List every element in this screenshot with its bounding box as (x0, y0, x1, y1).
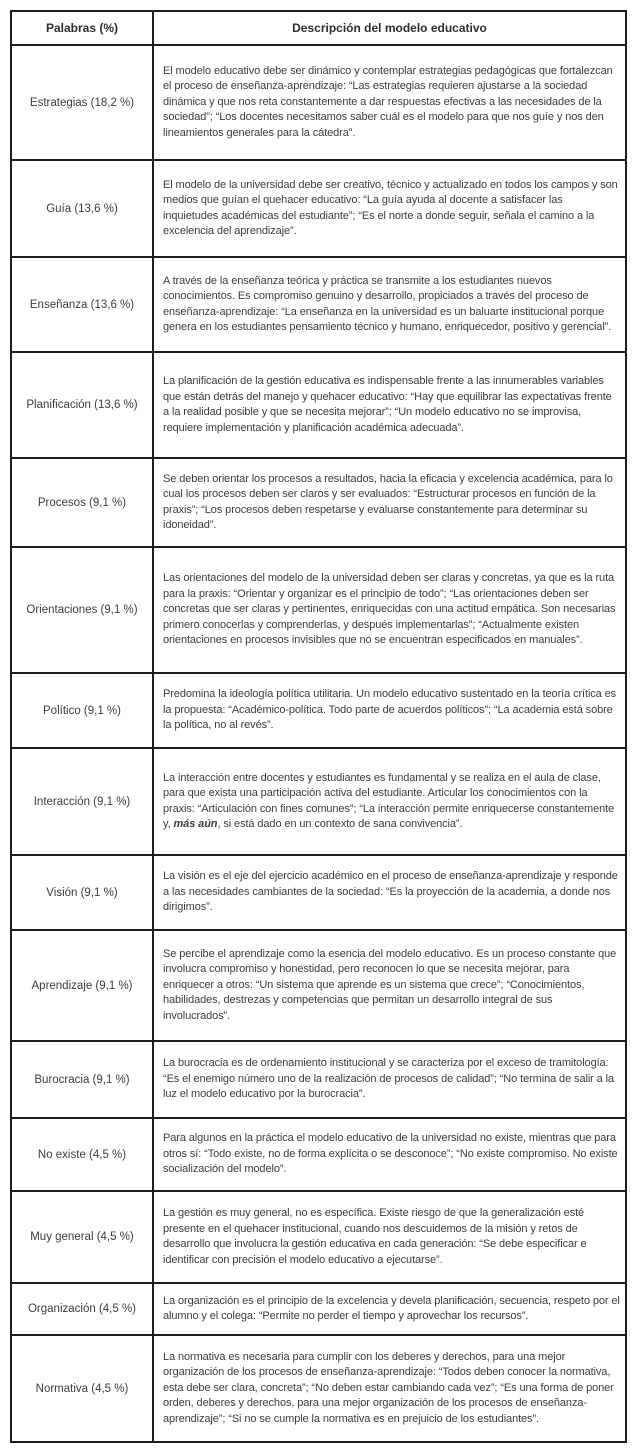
description-cell (153, 1191, 626, 1283)
table-row (11, 1118, 626, 1191)
word-cell: Procesos (9,1 %) (11, 458, 153, 547)
table-row (11, 855, 626, 930)
word-cell: Guía (13,6 %) (11, 160, 153, 257)
table-row (11, 458, 626, 547)
description-text-segment: A través de la enseñanza teórica y práctica se transmite a los estudiantes nuevos conocimientos. Es compromiso genuino y desarrollo, propiciados a través del proceso de enseñanza-aprendizaje: “La enseñanza en la universidad es un baluarte institucional porque genera en los estudiantes pensamiento técnico y humano, enriquecedor, positivo y gerencial”. (163, 274, 612, 333)
description-cell (153, 1118, 626, 1191)
header-cell-palabras: Palabras (%) (11, 11, 153, 45)
word-frequency-table (10, 10, 627, 1443)
description-cell (153, 352, 626, 458)
word-cell: Estrategias (18,2 %) (11, 45, 153, 160)
description-cell (153, 1283, 626, 1335)
description-cell (153, 1041, 626, 1118)
table-row (11, 352, 626, 458)
description-text-segment: La visión es el eje del ejercicio académico en el proceso de enseñanza-aprendizaje y responde a las necesidades cambiantes de la sociedad: “Es la proyección de la academia, a donde nos dirigimos”. (163, 870, 618, 914)
word-cell: No existe (4,5 %) (11, 1118, 153, 1191)
table-row (11, 547, 626, 673)
word-cell: Burocracia (9,1 %) (11, 1041, 153, 1118)
table-body (11, 45, 626, 1442)
word-cell: Enseñanza (13,6 %) (11, 257, 153, 352)
description-text-segment: Predomina la ideología política utilitaria. Un modelo educativo sustentado en la teoría crítica es la propuesta: “Académico-política. Todo parte de acuerdos políticos”; “La academia está sobre la política, no al revés”. (163, 688, 617, 732)
table-row (11, 930, 626, 1041)
table-row (11, 1041, 626, 1118)
header-cell-descripcion: Descripción del modelo educativo (153, 11, 626, 45)
word-cell: Orientaciones (9,1 %) (11, 547, 153, 673)
table-header (11, 11, 626, 45)
word-cell: Aprendizaje (9,1 %) (11, 930, 153, 1041)
header-row (11, 11, 626, 45)
description-cell (153, 1335, 626, 1442)
description-text-segment: La normativa es necesaria para cumplir con los deberes y derechos, para una mejor organización de los procesos de enseñanza-aprendizaje: “Todos deben conocer la normativa, esta debe ser clara, concreta”; “No deben estar cambiando cada vez”; “Es una forma de poner orden, deberes y derechos, para una mejor organización de los procesos de enseñanza-aprendizaje”; “Si no se cumple la normativa es en prejuicio de los estudiantes”. (163, 1350, 614, 1425)
table-row (11, 45, 626, 160)
word-cell: Interacción (9,1 %) (11, 748, 153, 855)
description-cell (153, 673, 626, 748)
table-row (11, 1335, 626, 1442)
description-cell (153, 547, 626, 673)
description-text-segment: La interacción entre docentes y estudiantes es fundamental y se realiza en el aula de clase, para que exista una participación activa del estudiante. Articular los conocimientos con la praxis: “Articulación con fines comunes”; “La interacción permite enriquecerse constantemente y, (163, 771, 615, 830)
description-cell (153, 257, 626, 352)
description-text-segment: La burocracia es de ordenamiento institucional y se caracteriza por el exceso de tramitología: “Es el enemigo número uno de la realización de procesos de calidad”; “No termina de salir a la luz el modelo educativo por la burocracia”. (163, 1057, 615, 1101)
description-text-segment: El modelo de la universidad debe ser creativo, técnico y actualizado en todos los campos y son medios que guían el quehacer educativo: “La guía ayuda al docente a satisfacer las inquietudes académicas del estudiante”; “Es el norte a donde seguir, señala el camino a la excelencia del aprendizaje”. (163, 178, 618, 237)
table-row (11, 1283, 626, 1335)
word-cell: Visión (9,1 %) (11, 855, 153, 930)
description-cell (153, 160, 626, 257)
table-row (11, 1191, 626, 1283)
table-row (11, 257, 626, 352)
description-text-segment: La planificación de la gestión educativa es indispensable frente a las innumerables variables que están detrás del manejo y quehacer educativo: “Hay que equilibrar las expectativas frente a la realidad posible y que se necesita mejorar”; “Un modelo educativo no se improvisa, requiere implementación y planificación académica adecuada”. (163, 375, 612, 434)
word-cell: Político (9,1 %) (11, 673, 153, 748)
table-row (11, 160, 626, 257)
word-cell: Normativa (4,5 %) (11, 1335, 153, 1442)
description-text-segment: , si está dado en un contexto de sana convivencia”. (217, 818, 463, 830)
description-text-segment: El modelo educativo debe ser dinámico y contemplar estrategias pedagógicas que fortalezcan el proceso de enseñanza-aprendizaje: “Las estrategias requieren ajustarse a la sociedad dinámica y que nos reta constantemente a dar respuestas efectivas a las necesidades de la sociedad”; “Los docentes necesitamos saber cuál es el modelo para que nos guíe y nos den lineamientos generales para la cátedra”. (163, 64, 613, 139)
description-cell (153, 45, 626, 160)
description-emphasis-segment: más aún (173, 818, 218, 830)
description-text-segment: La organización es el principio de la excelencia y devela planificación, secuencia, respeto por el alumno y el colega: “Permite no perder el tiempo y aprovechar los recursos”. (163, 1294, 620, 1322)
description-cell (153, 748, 626, 855)
description-cell (153, 855, 626, 930)
word-cell: Organización (4,5 %) (11, 1283, 153, 1335)
description-text-segment: Se percibe el aprendizaje como la esencia del modelo educativo. Es un proceso constante que involucra compromiso y honestidad, pero reconocen lo que se necesita mejorar, para enriquecer a otros: “Un sistema que aprende es un sistema que crece”; “Conocimientos, habilidades, destrezas y competencias que permitan un desarrollo integral de sus involucrados”. (163, 947, 617, 1022)
word-cell: Planificación (13,6 %) (11, 352, 153, 458)
table-row (11, 673, 626, 748)
description-cell (153, 930, 626, 1041)
description-text-segment: Las orientaciones del modelo de la universidad deben ser claras y concretas, ya que es la ruta para la praxis: “Orientar y organizar es el principio de todo”; “Las orientaciones deben ser concretas que ser claras y pertinentes, enriquecidas con una actitud empática. Son necesarias primero conocerlas y comprenderlas, y después implementarlas”; “Actualmente existen orientaciones en procesos invisibles que no se encuentran especificados en manuales”. (163, 572, 616, 647)
description-cell (153, 458, 626, 547)
word-cell: Muy general (4,5 %) (11, 1191, 153, 1283)
description-text-segment: Para algunos en la práctica el modelo educativo de la universidad no existe, mientras que para otros sí: “Todo existe, no de forma explícita o se desconoce”; “No existe compromiso. No existe socialización del modelo”. (163, 1132, 618, 1176)
description-text-segment: La gestión es muy general, no es específica. Existe riesgo de que la generalización esté presente en el quehacer institucional, cuando nos descuidemos de la misión y retos de desarrollo que involucra la gestión educativa en cada generación: “Se debe especificar e identificar con precisión el modelo educativo a ejecutarse”. (163, 1207, 587, 1266)
table-row (11, 748, 626, 855)
description-text-segment: Se deben orientar los procesos a resultados, hacia la eficacia y excelencia académica, para lo cual los procesos deben ser claros y ser evaluados: “Estructurar procesos en función de la praxis”; “Los procesos deben respetarse y evaluarse constantemente para determinar su idoneidad”. (163, 472, 613, 531)
